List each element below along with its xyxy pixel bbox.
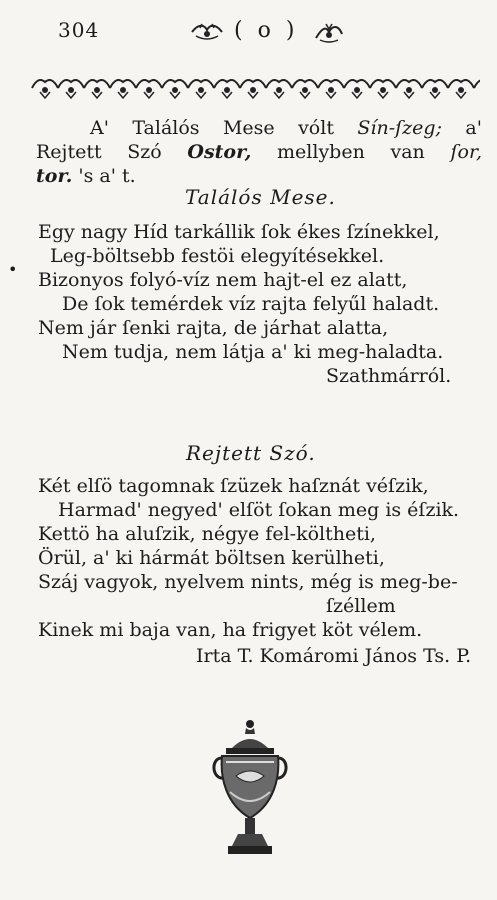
hidden-word-title: Rejtett Szó.	[186, 441, 316, 465]
hidden-word-line: Száj vagyok, nyelvem nints, még is meg-be-	[38, 571, 458, 593]
intro-word: Találós	[132, 117, 200, 139]
header-mark: ( o )	[234, 18, 299, 43]
border-motif	[136, 80, 162, 98]
hidden-word-line: Örül, a' ki hármát böltsen kerülheti,	[38, 547, 385, 569]
hidden-word-line: Két elſö tagomnak ſzüzek haſznát véſzik,	[38, 475, 429, 497]
intro-word: 's a' t.	[72, 165, 136, 187]
border-motif	[188, 80, 214, 98]
hidden-word-line: Harmad' negyed' elſöt ſokan meg is éſzik.	[58, 499, 460, 521]
hidden-word-line: Kettö ha aluſzik, négye fel-költheti,	[38, 523, 376, 545]
intro-word: Mese	[222, 117, 275, 139]
border-motif	[318, 80, 344, 98]
intro-word: mellyben	[277, 141, 365, 163]
border-motif	[344, 80, 370, 98]
border-motif	[448, 80, 474, 98]
floral-ornament-icon	[190, 22, 224, 46]
hidden-word-signature: Irta T. Komáromi János Ts. P.	[196, 645, 472, 667]
border-motif	[32, 80, 58, 98]
riddle-line: De ſok temérdek víz rajta felyűl haladt.	[62, 293, 440, 315]
decorative-border-icon	[28, 72, 480, 100]
border-motif	[370, 80, 396, 98]
intro-word: Rejtett	[36, 141, 102, 163]
riddle-line: Nem tudja, nem látja a' ki meg-haladta.	[62, 341, 444, 363]
border-motif	[110, 80, 136, 98]
intro-word: tor.	[36, 165, 73, 187]
riddle-line: Nem jár ſenki rajta, de járhat alatta,	[38, 317, 389, 339]
border-motif	[422, 80, 448, 98]
intro-word: van	[390, 141, 425, 163]
border-motif	[58, 80, 84, 98]
intro-line-3	[36, 164, 136, 188]
floral-ornament-icon	[312, 20, 346, 48]
intro-word: a'	[465, 117, 482, 139]
border-motif	[214, 80, 240, 98]
border-motif	[266, 80, 292, 98]
page-number: 304	[58, 18, 100, 42]
riddle-line: Leg-böltsebb festöi elegyítésekkel.	[50, 245, 385, 267]
border-motif	[240, 80, 266, 98]
intro-word: ſor,	[450, 141, 482, 163]
border-motif	[162, 80, 188, 98]
riddle-title: Találós Mese.	[185, 185, 336, 209]
border-motif	[396, 80, 422, 98]
intro-word: A'	[90, 117, 109, 139]
intro-word: Sín-ſzeg;	[357, 117, 442, 139]
border-motif	[292, 80, 318, 98]
intro-word: Szó	[127, 141, 162, 163]
border-motif	[84, 80, 110, 98]
intro-word: vólt	[298, 117, 334, 139]
border-motif	[474, 80, 480, 98]
intro-line-1	[90, 116, 482, 140]
hidden-word-line: ſzéllem	[326, 595, 396, 617]
hidden-word-line: Kinek mi baja van, ha frigyet köt vélem.	[38, 619, 423, 641]
intro-word: Ostor,	[187, 141, 252, 163]
urn-ornament-icon	[208, 718, 292, 866]
riddle-line: Bizonyos folyó-víz nem hajt-el ez alatt,	[38, 269, 408, 291]
margin-mark: •	[8, 260, 18, 279]
riddle-line: Egy nagy Híd tarkállik ſok ékes ſzínekkel,	[38, 221, 440, 243]
intro-line-2	[36, 140, 482, 164]
riddle-signature: Szathmárról.	[326, 365, 452, 387]
